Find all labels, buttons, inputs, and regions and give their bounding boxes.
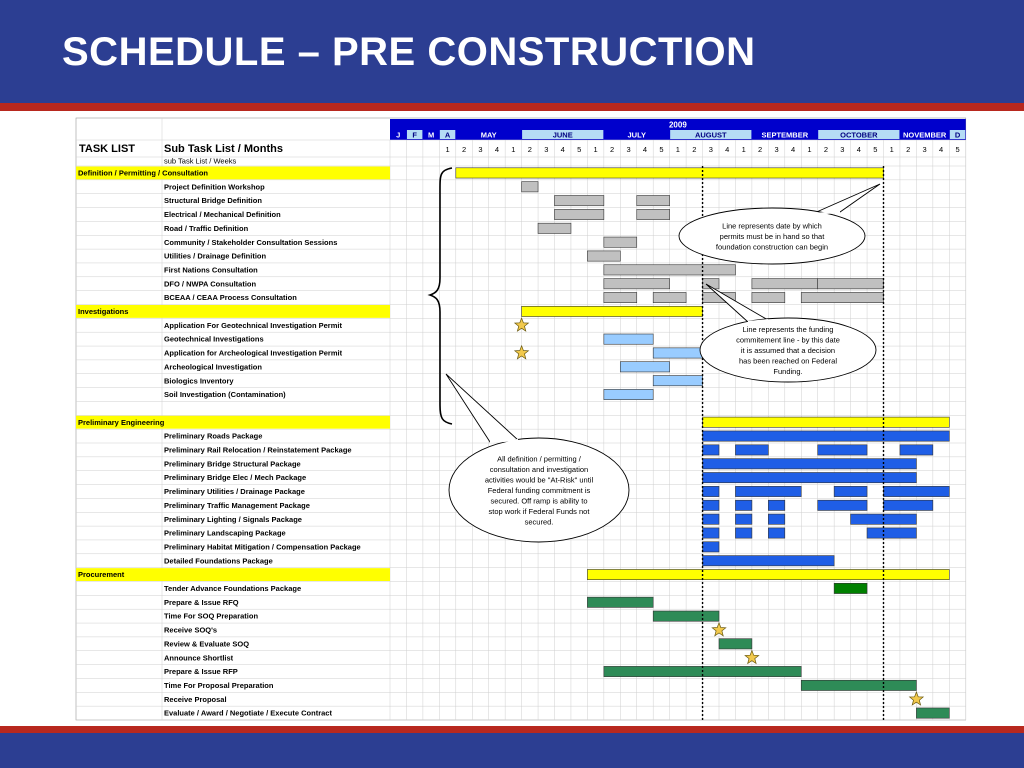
week-number: 5 bbox=[955, 145, 960, 154]
gantt-bar bbox=[604, 265, 736, 275]
week-number: 5 bbox=[577, 145, 582, 154]
task-label: Prepare & Issue RFP bbox=[164, 667, 238, 677]
gantt-bar bbox=[735, 445, 768, 455]
task-label: Preliminary Bridge Structural Package bbox=[164, 459, 301, 469]
gantt-bar bbox=[522, 182, 538, 192]
footer-accent-rule bbox=[0, 726, 1024, 733]
gantt-bar bbox=[604, 279, 670, 289]
callout-text: consultation and investigation bbox=[489, 465, 589, 474]
section-label: Definition / Permitting / Consultation bbox=[78, 168, 208, 178]
task-label: Preliminary Habitat Mitigation / Compensation Package bbox=[164, 542, 361, 552]
week-number: 3 bbox=[774, 145, 779, 154]
week-number: 2 bbox=[692, 145, 697, 154]
task-label: First Nations Consultation bbox=[164, 265, 258, 275]
week-number: 4 bbox=[725, 145, 730, 154]
callout-text: All definition / permitting / bbox=[497, 454, 581, 464]
task-label: Preliminary Utilities / Drainage Package bbox=[164, 487, 305, 497]
week-number: 2 bbox=[758, 145, 763, 154]
callout-text: Line represents date by which bbox=[722, 221, 822, 231]
month-label: JUNE bbox=[552, 130, 573, 140]
callout-text: secured. bbox=[524, 517, 554, 527]
month-label: M bbox=[428, 130, 435, 140]
gantt-bar bbox=[604, 292, 637, 302]
callout-text: has been reached on Federal bbox=[739, 356, 837, 366]
gantt-bar bbox=[900, 445, 933, 455]
gantt-bar bbox=[801, 292, 883, 302]
gantt-bar bbox=[834, 486, 867, 496]
week-number: 1 bbox=[593, 145, 598, 154]
gantt-bar bbox=[768, 514, 784, 524]
gantt-bar bbox=[522, 306, 703, 316]
callout-text: foundation construction can begin bbox=[715, 242, 829, 252]
section-label: Investigations bbox=[78, 307, 129, 316]
gantt-bar bbox=[587, 569, 949, 579]
gantt-bar bbox=[768, 528, 784, 538]
week-number: 3 bbox=[922, 145, 927, 154]
task-list-header: TASK LIST bbox=[79, 143, 136, 155]
gantt-bar bbox=[620, 362, 669, 372]
task-label: Electrical / Mechanical Definition bbox=[164, 210, 281, 220]
month-label: D bbox=[954, 130, 961, 140]
week-number: 1 bbox=[675, 145, 680, 154]
month-label: NOVEMBER bbox=[902, 130, 947, 140]
task-label: DFO / NWPA Consultation bbox=[164, 279, 257, 289]
gantt-bar bbox=[604, 334, 653, 344]
task-label: Road / Traffic Definition bbox=[164, 223, 249, 233]
week-number: 2 bbox=[823, 145, 829, 154]
gantt-bar bbox=[719, 639, 752, 649]
month-label: J bbox=[396, 130, 401, 140]
gantt-bar bbox=[703, 486, 719, 496]
callout-text: Line represents the funding bbox=[742, 325, 834, 334]
week-number: 2 bbox=[906, 145, 911, 154]
gantt-bar bbox=[587, 597, 653, 607]
gantt-bar bbox=[653, 292, 686, 302]
week-number: 4 bbox=[790, 145, 796, 154]
gantt-bar bbox=[703, 514, 719, 524]
task-label: Biologics Inventory bbox=[164, 376, 234, 386]
task-label: Announce Shortlist bbox=[164, 653, 234, 663]
task-label: Application For Geotechnical Investigation Permit bbox=[164, 320, 342, 330]
month-label: F bbox=[412, 130, 417, 140]
callout-text: permits must be in hand so that bbox=[719, 232, 825, 241]
gantt-bar bbox=[752, 279, 818, 289]
gantt-bar bbox=[735, 500, 751, 510]
gantt-bar bbox=[653, 376, 702, 386]
gantt-bar bbox=[703, 459, 917, 469]
task-label: Project Definition Workshop bbox=[164, 182, 265, 192]
page-title: SCHEDULE – PRE CONSTRUCTION bbox=[62, 30, 756, 74]
gantt-bar bbox=[456, 168, 884, 178]
gantt-bar bbox=[801, 680, 916, 690]
gantt-bar bbox=[818, 500, 867, 510]
task-label: Receive Proposal bbox=[164, 694, 227, 704]
gantt-bar bbox=[703, 528, 719, 538]
callout-text: Federal funding commitment is bbox=[487, 486, 591, 495]
gantt-bar bbox=[884, 500, 933, 510]
task-label: Preliminary Bridge Elec / Mech Package bbox=[164, 473, 307, 483]
week-number: 2 bbox=[461, 145, 467, 154]
callout-text: activities would be "At-Risk" until bbox=[484, 475, 594, 485]
callout-text: stop work if Federal Funds not bbox=[488, 507, 590, 516]
gantt-bar bbox=[604, 389, 653, 399]
task-label: Preliminary Lighting / Signals Package bbox=[164, 514, 302, 524]
month-label: JULY bbox=[627, 130, 646, 140]
subtask-header: Sub Task List / Months bbox=[164, 143, 283, 155]
task-label: Tender Advance Foundations Package bbox=[164, 584, 302, 593]
week-number: 4 bbox=[938, 145, 944, 154]
task-label: BCEAA / CEAA Process Consultation bbox=[164, 293, 297, 303]
task-label: Utilities / Drainage Definition bbox=[164, 251, 267, 261]
gantt-bar bbox=[752, 292, 785, 302]
week-number: 2 bbox=[609, 145, 615, 154]
week-number: 4 bbox=[642, 145, 648, 154]
task-label: Preliminary Rail Relocation / Reinstatement Package bbox=[164, 445, 352, 455]
week-number: 4 bbox=[560, 145, 565, 154]
week-number: 5 bbox=[873, 145, 878, 154]
gantt-bar bbox=[637, 209, 670, 219]
gantt-bar bbox=[916, 708, 949, 718]
task-label: Community / Stakeholder Consultation Sessions bbox=[164, 237, 338, 247]
week-number: 1 bbox=[807, 145, 812, 154]
week-number: 3 bbox=[708, 145, 713, 154]
gantt-bar bbox=[637, 196, 670, 206]
gantt-bar bbox=[867, 528, 916, 538]
gantt-bar bbox=[884, 486, 950, 496]
task-label: Time For Proposal Preparation bbox=[164, 680, 274, 690]
week-number: 1 bbox=[889, 145, 894, 154]
week-number: 1 bbox=[511, 145, 516, 154]
gantt-bar bbox=[653, 611, 719, 621]
task-label: Application for Archeological Investigation Permit bbox=[164, 348, 343, 358]
gantt-bar bbox=[555, 196, 604, 206]
month-label: OCTOBER bbox=[840, 130, 878, 140]
task-label: Detailed Foundations Package bbox=[164, 556, 273, 566]
week-number: 3 bbox=[478, 145, 483, 154]
week-number: 1 bbox=[445, 145, 450, 154]
gantt-bar bbox=[538, 223, 571, 233]
week-number: 1 bbox=[741, 145, 746, 154]
month-label: MAY bbox=[480, 130, 497, 140]
gantt-bar bbox=[735, 514, 751, 524]
footer-bar bbox=[0, 733, 1024, 768]
callout-text: it is assumed that a decision bbox=[740, 346, 836, 355]
gantt-bar bbox=[604, 237, 637, 247]
week-number: 3 bbox=[544, 145, 549, 154]
task-label: Preliminary Traffic Management Package bbox=[164, 500, 310, 510]
task-label: Soil Investigation (Contamination) bbox=[164, 390, 286, 400]
callout-text: Funding. bbox=[773, 367, 803, 376]
task-label: Archeological Investigation bbox=[164, 362, 262, 372]
section-label: Preliminary Engineering bbox=[78, 417, 165, 427]
task-label: Geotechnical Investigations bbox=[164, 334, 264, 344]
week-number: 3 bbox=[840, 145, 845, 154]
month-label: A bbox=[444, 130, 451, 140]
task-label: Prepare & Issue RFQ bbox=[164, 597, 239, 607]
gantt-bar bbox=[703, 500, 719, 510]
gantt-bar bbox=[735, 486, 801, 496]
gantt-bar bbox=[818, 279, 884, 289]
week-number: 5 bbox=[659, 145, 664, 154]
week-number: 4 bbox=[494, 145, 500, 154]
gantt-bar bbox=[834, 583, 867, 593]
week-number: 2 bbox=[527, 145, 532, 154]
month-label: AUGUST bbox=[694, 130, 727, 140]
task-label: Structural Bridge Definition bbox=[164, 196, 262, 206]
gantt-bar bbox=[587, 251, 620, 261]
section-label: Procurement bbox=[78, 570, 125, 580]
gantt-bar bbox=[703, 431, 950, 441]
gantt-bar bbox=[653, 348, 702, 358]
task-label: Review & Evaluate SOQ bbox=[164, 639, 250, 649]
week-number: 4 bbox=[856, 145, 861, 154]
gantt-bar bbox=[703, 542, 719, 552]
task-label: Evaluate / Award / Negotiate / Execute Contract bbox=[164, 708, 332, 718]
task-label: Receive SOQ's bbox=[164, 625, 218, 635]
gantt-bar bbox=[768, 500, 784, 510]
week-number: 3 bbox=[626, 145, 631, 154]
gantt-bar bbox=[703, 556, 835, 566]
gantt-bar bbox=[703, 473, 917, 483]
gantt-bar bbox=[818, 445, 867, 455]
task-label: Time For SOQ Preparation bbox=[164, 611, 259, 621]
callout-text: commitement line - by this date bbox=[736, 335, 840, 345]
gantt-bar bbox=[703, 417, 950, 427]
gantt-bar bbox=[703, 445, 719, 455]
month-label: SEPTEMBER bbox=[761, 130, 809, 140]
gantt-bar bbox=[555, 209, 604, 219]
callout-text: secured. Off ramp is ability to bbox=[490, 496, 588, 506]
year-label: 2009 bbox=[668, 120, 687, 130]
weeks-label: sub Task List / Weeks bbox=[164, 156, 237, 166]
task-label: Preliminary Landscaping Package bbox=[164, 528, 286, 538]
task-label: Preliminary Roads Package bbox=[164, 431, 263, 441]
gantt-bar bbox=[735, 528, 751, 538]
